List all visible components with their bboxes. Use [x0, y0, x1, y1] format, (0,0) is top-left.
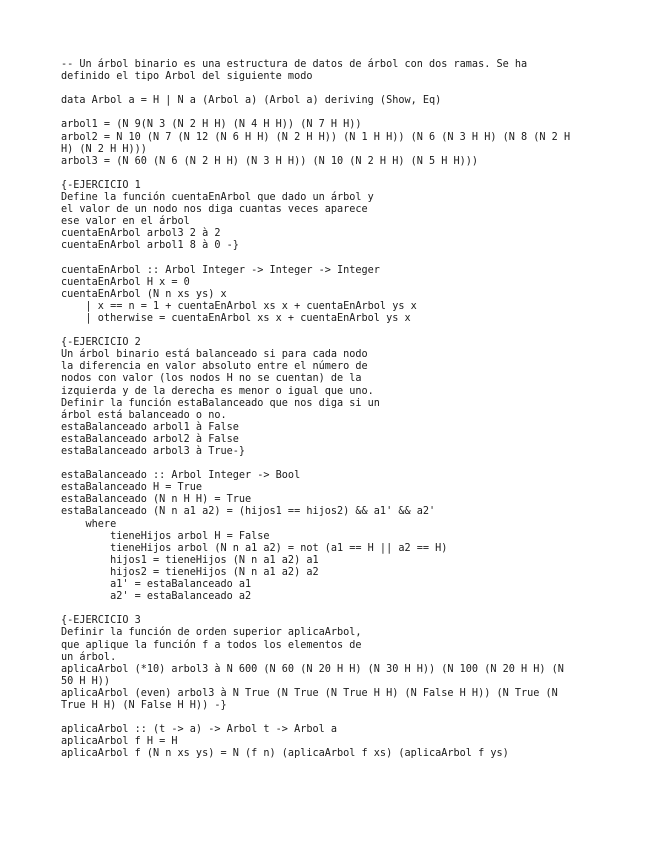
code-line: un árbol. — [61, 651, 117, 663]
code-line: aplicaArbol :: (t -> a) -> Arbol t -> Arbol a — [61, 724, 338, 736]
code-line: {-EJERCICIO 2 — [61, 337, 141, 349]
code-line: izquierda y de la derecha es menor o igual que uno. — [61, 385, 374, 397]
code-line: {-EJERCICIO 1 — [61, 179, 141, 191]
code-line — [61, 253, 651, 265]
code-line: estaBalanceado arbol2 à False — [61, 433, 239, 445]
code-line: | x == n = 1 + cuentaEnArbol xs x + cuentaEnArbol ys x — [61, 300, 417, 312]
code-line: Un árbol binario está balanceado si para cada nodo — [61, 349, 368, 361]
code-line: arbol3 = (N 60 (N 6 (N 2 H H) (N 3 H H)) (N 10 (N 2 H H) (N 5 H H))) — [61, 155, 479, 167]
code-line: la diferencia en valor absoluto entre el número de — [61, 361, 368, 373]
code-line: H) (N 2 H H))) — [61, 143, 147, 155]
code-line: {-EJERCICIO 3 — [61, 615, 141, 627]
code-text-block — [61, 59, 651, 760]
code-line: cuentaEnArbol :: Arbol Integer -> Integer -> Integer — [61, 264, 380, 276]
code-line — [61, 603, 651, 615]
code-line: estaBalanceado (N n H H) = True — [61, 494, 252, 506]
code-line: cuentaEnArbol arbol1 8 à 0 -} — [61, 240, 239, 252]
code-line: hijos2 = tieneHijos (N n a1 a2) a2 — [61, 566, 319, 578]
code-line: Definir la función estaBalanceado que nos diga si un — [61, 397, 380, 409]
code-line: True H H) (N False H H)) -} — [61, 699, 227, 711]
code-line: tieneHijos arbol H = False — [61, 530, 270, 542]
code-line: where — [61, 518, 117, 530]
code-line: estaBalanceado :: Arbol Integer -> Bool — [61, 470, 301, 482]
code-line — [61, 458, 651, 470]
code-line: tieneHijos arbol (N n a1 a2) = not (a1 == H || a2 == H) — [61, 542, 448, 554]
code-line — [61, 83, 651, 95]
code-line: estaBalanceado arbol3 à True-} — [61, 446, 246, 457]
code-line: estaBalanceado arbol1 à False — [61, 421, 239, 433]
code-line: arbol1 = (N 9(N 3 (N 2 H H) (N 4 H H)) (N 7 H H)) — [61, 119, 362, 131]
code-line: Define la función cuentaEnArbol que dado un árbol y — [61, 192, 374, 204]
code-line: aplicaArbol f H = H — [61, 736, 178, 748]
code-line: cuentaEnArbol H x = 0 — [61, 276, 190, 288]
code-line: a1' = estaBalanceado a1 — [61, 579, 252, 591]
code-line: aplicaArbol (*10) arbol3 à N 600 (N 60 (N 20 H H) (N 30 H H)) (N 100 (N 20 H H) (N — [61, 663, 564, 675]
code-line: -- Un árbol binario es una estructura de datos de árbol con dos ramas. Se ha — [61, 59, 528, 70]
code-line: que aplique la función f a todos los elementos de — [61, 639, 362, 651]
code-line: aplicaArbol (even) arbol3 à N True (N True (N True H H) (N False H H)) (N True (N — [61, 687, 558, 699]
code-line: 50 H H)) — [61, 675, 111, 687]
code-line: cuentaEnArbol (N n xs ys) x — [61, 288, 227, 300]
code-line: aplicaArbol f (N n xs ys) = N (f n) (aplicaArbol f xs) (aplicaArbol f ys) — [61, 748, 509, 760]
code-line — [61, 107, 651, 119]
code-line — [61, 168, 651, 180]
code-line: nodos con valor (los nodos H no se cuentan) de la — [61, 373, 362, 385]
code-line: estaBalanceado (N n a1 a2) = (hijos1 == hijos2) && a1' && a2' — [61, 506, 436, 518]
code-line: data Arbol a = H | N a (Arbol a) (Arbol a) deriving (Show, Eq) — [61, 95, 442, 107]
code-line: | otherwise = cuentaEnArbol xs x + cuentaEnArbol ys x — [61, 312, 411, 324]
code-line — [61, 712, 651, 724]
code-line: estaBalanceado H = True — [61, 482, 203, 494]
code-line: a2' = estaBalanceado a2 — [61, 591, 252, 603]
code-line: arbol2 = N 10 (N 7 (N 12 (N 6 H H) (N 2 H H)) (N 1 H H)) (N 6 (N 3 H H) (N 8 (N 2 H — [61, 131, 571, 143]
code-line: cuentaEnArbol arbol3 2 à 2 — [61, 228, 221, 240]
code-line: ese valor en el árbol — [61, 216, 190, 228]
code-line — [61, 325, 651, 337]
code-line: árbol está balanceado o no. — [61, 409, 227, 421]
code-line: definido el tipo Arbol del siguiente modo — [61, 71, 313, 83]
code-line: hijos1 = tieneHijos (N n a1 a2) a1 — [61, 554, 319, 566]
code-line: Definir la función de orden superior aplicaArbol, — [61, 627, 362, 639]
code-line: el valor de un nodo nos diga cuantas veces aparece — [61, 204, 368, 216]
